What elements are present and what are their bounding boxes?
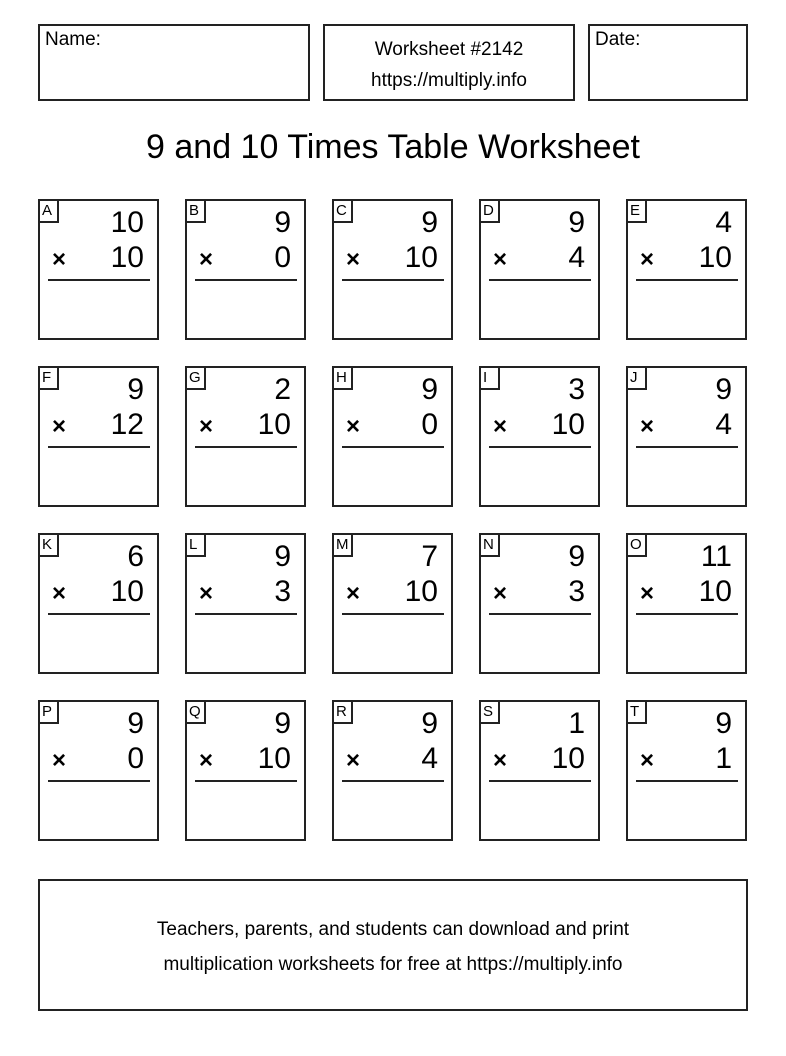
multiply-sign-icon: × — [199, 580, 214, 607]
multiply-sign-icon: × — [640, 246, 655, 273]
problem-d[interactable] — [479, 199, 600, 340]
answer-line — [489, 279, 591, 281]
multiply-sign-icon: × — [199, 413, 214, 440]
date-label: Date: — [595, 29, 641, 50]
multiply-sign-icon: × — [493, 246, 508, 273]
problem-label: N — [479, 533, 500, 557]
multiply-sign-icon: × — [493, 580, 508, 607]
multiplicand: 9 — [421, 373, 438, 406]
problem-g[interactable] — [185, 366, 306, 507]
answer-line — [636, 279, 738, 281]
multiplier: 4 — [568, 241, 585, 274]
multiplicand: 9 — [568, 540, 585, 573]
problem-m[interactable] — [332, 533, 453, 674]
multiply-sign-icon: × — [52, 413, 67, 440]
footer-line-2: multiplication worksheets for free at https://multiply.info — [163, 954, 623, 975]
problem-label: R — [332, 700, 353, 724]
problem-label: G — [185, 366, 206, 390]
problem-e[interactable] — [626, 199, 747, 340]
answer-line — [48, 613, 150, 615]
problem-a[interactable] — [38, 199, 159, 340]
problem-label: C — [332, 199, 353, 223]
answer-line — [195, 780, 297, 782]
problem-t[interactable] — [626, 700, 747, 841]
answer-line — [48, 446, 150, 448]
problem-s[interactable] — [479, 700, 600, 841]
problem-label: S — [479, 700, 500, 724]
date-field-box[interactable] — [588, 24, 748, 101]
answer-line — [489, 780, 591, 782]
multiplicand: 4 — [715, 206, 732, 239]
problem-label: T — [626, 700, 647, 724]
multiplicand: 9 — [715, 373, 732, 406]
answer-line — [342, 780, 444, 782]
multiply-sign-icon: × — [493, 413, 508, 440]
multiplier: 0 — [274, 241, 291, 274]
multiply-sign-icon: × — [199, 246, 214, 273]
multiplier: 0 — [127, 742, 144, 775]
problem-i[interactable] — [479, 366, 600, 507]
problem-label: D — [479, 199, 500, 223]
answer-line — [195, 613, 297, 615]
problem-n[interactable] — [479, 533, 600, 674]
problem-p[interactable] — [38, 700, 159, 841]
multiplicand: 10 — [110, 206, 144, 239]
problem-f[interactable] — [38, 366, 159, 507]
problem-r[interactable] — [332, 700, 453, 841]
problem-label: O — [626, 533, 647, 557]
multiplier: 10 — [698, 241, 732, 274]
answer-line — [489, 613, 591, 615]
worksheet-info-box — [323, 24, 575, 101]
multiplicand: 9 — [421, 206, 438, 239]
multiplicand: 9 — [715, 707, 732, 740]
multiply-sign-icon: × — [346, 580, 361, 607]
multiply-sign-icon: × — [346, 246, 361, 273]
problem-label: F — [38, 366, 59, 390]
answer-line — [342, 446, 444, 448]
answer-line — [342, 279, 444, 281]
multiplier: 0 — [421, 408, 438, 441]
multiplicand: 9 — [274, 540, 291, 573]
problem-label: Q — [185, 700, 206, 724]
multiplicand: 9 — [127, 707, 144, 740]
problem-b[interactable] — [185, 199, 306, 340]
answer-line — [195, 279, 297, 281]
problem-label: A — [38, 199, 59, 223]
problem-c[interactable] — [332, 199, 453, 340]
worksheet-number: Worksheet #2142 — [374, 39, 524, 60]
multiplier: 10 — [110, 241, 144, 274]
answer-line — [342, 613, 444, 615]
multiplicand: 9 — [421, 707, 438, 740]
problem-label: B — [185, 199, 206, 223]
problem-l[interactable] — [185, 533, 306, 674]
multiplier: 10 — [110, 575, 144, 608]
multiplicand: 9 — [127, 373, 144, 406]
multiplicand: 9 — [274, 206, 291, 239]
problem-label: H — [332, 366, 353, 390]
multiplier: 4 — [421, 742, 438, 775]
name-field-box[interactable] — [38, 24, 310, 101]
problem-label: K — [38, 533, 59, 557]
multiplier: 10 — [551, 742, 585, 775]
multiplier: 10 — [698, 575, 732, 608]
multiplier: 3 — [274, 575, 291, 608]
problem-label: I — [479, 366, 500, 390]
problem-label: M — [332, 533, 353, 557]
multiply-sign-icon: × — [52, 747, 67, 774]
multiplier: 10 — [257, 742, 291, 775]
name-label: Name: — [45, 29, 101, 50]
problem-label: J — [626, 366, 647, 390]
answer-line — [195, 446, 297, 448]
multiplicand: 7 — [421, 540, 438, 573]
footer-box — [38, 879, 748, 1011]
multiplicand: 11 — [700, 540, 732, 573]
multiplicand: 2 — [274, 373, 291, 406]
multiplicand: 1 — [568, 707, 585, 740]
multiplier: 10 — [551, 408, 585, 441]
multiplier: 4 — [715, 408, 732, 441]
multiply-sign-icon: × — [346, 747, 361, 774]
multiply-sign-icon: × — [640, 580, 655, 607]
answer-line — [489, 446, 591, 448]
problem-h[interactable] — [332, 366, 453, 507]
answer-line — [48, 279, 150, 281]
multiplicand: 9 — [274, 707, 291, 740]
problem-o[interactable] — [626, 533, 747, 674]
multiplier: 10 — [257, 408, 291, 441]
site-url: https://multiply.info — [371, 70, 527, 91]
multiply-sign-icon: × — [346, 413, 361, 440]
multiplier: 1 — [715, 742, 732, 775]
multiply-sign-icon: × — [52, 580, 67, 607]
problem-label: E — [626, 199, 647, 223]
multiplicand: 6 — [127, 540, 144, 573]
problem-q[interactable] — [185, 700, 306, 841]
answer-line — [636, 613, 738, 615]
answer-line — [636, 446, 738, 448]
footer-line-1: Teachers, parents, and students can download and print — [156, 919, 630, 940]
multiply-sign-icon: × — [493, 747, 508, 774]
multiply-sign-icon: × — [640, 747, 655, 774]
multiply-sign-icon: × — [640, 413, 655, 440]
problem-k[interactable] — [38, 533, 159, 674]
multiplier: 12 — [110, 408, 144, 441]
problem-label: P — [38, 700, 59, 724]
problem-j[interactable] — [626, 366, 747, 507]
multiply-sign-icon: × — [199, 747, 214, 774]
multiplicand: 3 — [568, 373, 585, 406]
problem-label: L — [185, 533, 206, 557]
answer-line — [48, 780, 150, 782]
multiply-sign-icon: × — [52, 246, 67, 273]
answer-line — [636, 780, 738, 782]
multiplier: 3 — [568, 575, 585, 608]
multiplicand: 9 — [568, 206, 585, 239]
page-title: 9 and 10 Times Table Worksheet — [146, 128, 640, 166]
multiplier: 10 — [404, 241, 438, 274]
multiplier: 10 — [404, 575, 438, 608]
